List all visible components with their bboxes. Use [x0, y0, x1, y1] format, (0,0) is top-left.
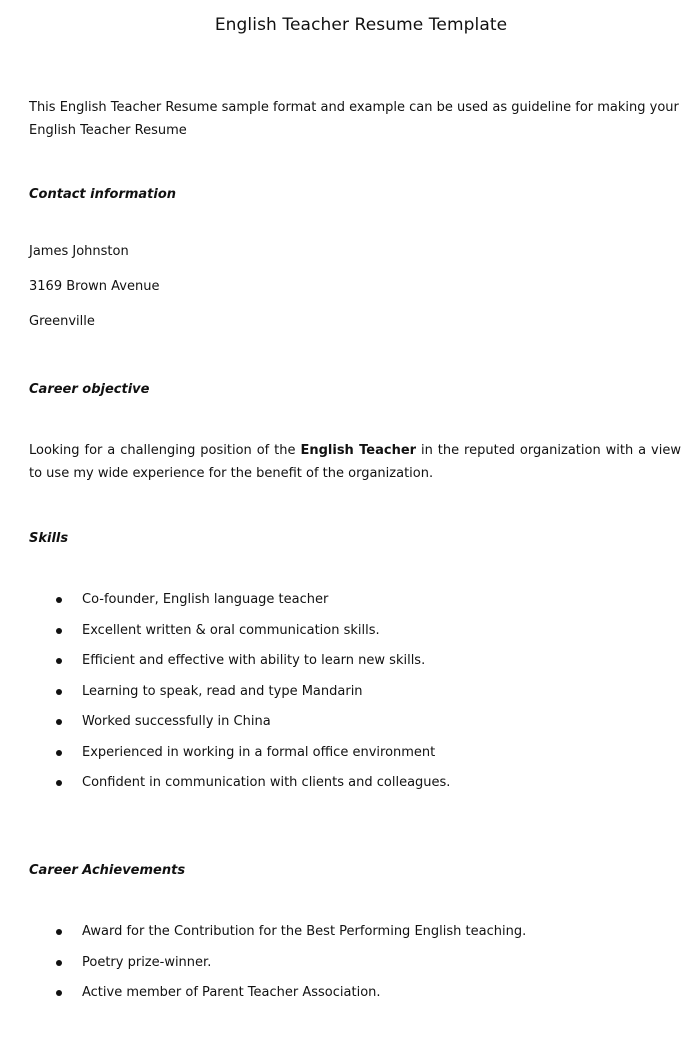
skill-text: Worked successfully in China	[82, 714, 271, 729]
achievement-text: Active member of Parent Teacher Association.	[82, 985, 381, 1000]
skill-text: Efficient and effective with ability to learn new skills.	[82, 653, 426, 668]
career-objective-text	[29, 439, 681, 485]
bullet-icon	[56, 689, 62, 695]
objective-text-after: in the reputed organization with a view to use my wide experience for the benefit of the organization.	[29, 443, 681, 481]
bullet-icon	[56, 990, 62, 996]
career-objective-heading: Career objective	[29, 382, 150, 397]
achievement-text: Award for the Contribution for the Best Performing English teaching.	[82, 924, 527, 939]
achievement-text: Poetry prize-winner.	[82, 954, 212, 970]
intro-paragraph: This English Teacher Resume sample format and example can be used as guideline for making your English Teacher Resume	[29, 100, 679, 138]
skill-text: Co-founder, English language teacher	[82, 592, 329, 607]
skills-heading: Skills	[29, 531, 69, 546]
bullet-icon	[56, 960, 62, 966]
page-title: English Teacher Resume Template	[214, 15, 508, 35]
bullet-icon	[56, 597, 62, 603]
bullet-icon	[56, 658, 62, 664]
bullet-icon	[56, 628, 62, 634]
contact-heading: Contact information	[29, 187, 177, 202]
objective-highlight: English Teacher	[300, 443, 417, 458]
contact-address: 3169 Brown Avenue	[29, 279, 160, 294]
career-achievements-heading: Career Achievements	[29, 863, 186, 878]
skill-text: Experienced in working in a formal office environment	[82, 744, 436, 760]
bullet-icon	[56, 719, 62, 725]
bullet-icon	[56, 929, 62, 935]
contact-city: Greenville	[29, 314, 95, 329]
skill-text: Learning to speak, read and type Mandarin	[82, 683, 363, 699]
objective-text-before: Looking for a challenging position of the	[29, 443, 301, 458]
contact-name: James Johnston	[29, 244, 129, 259]
skill-text: Confident in communication with clients and colleagues.	[82, 775, 451, 790]
bullet-icon	[56, 780, 62, 786]
bullet-icon	[56, 750, 62, 756]
skill-text: Excellent written & oral communication skills.	[82, 622, 380, 638]
